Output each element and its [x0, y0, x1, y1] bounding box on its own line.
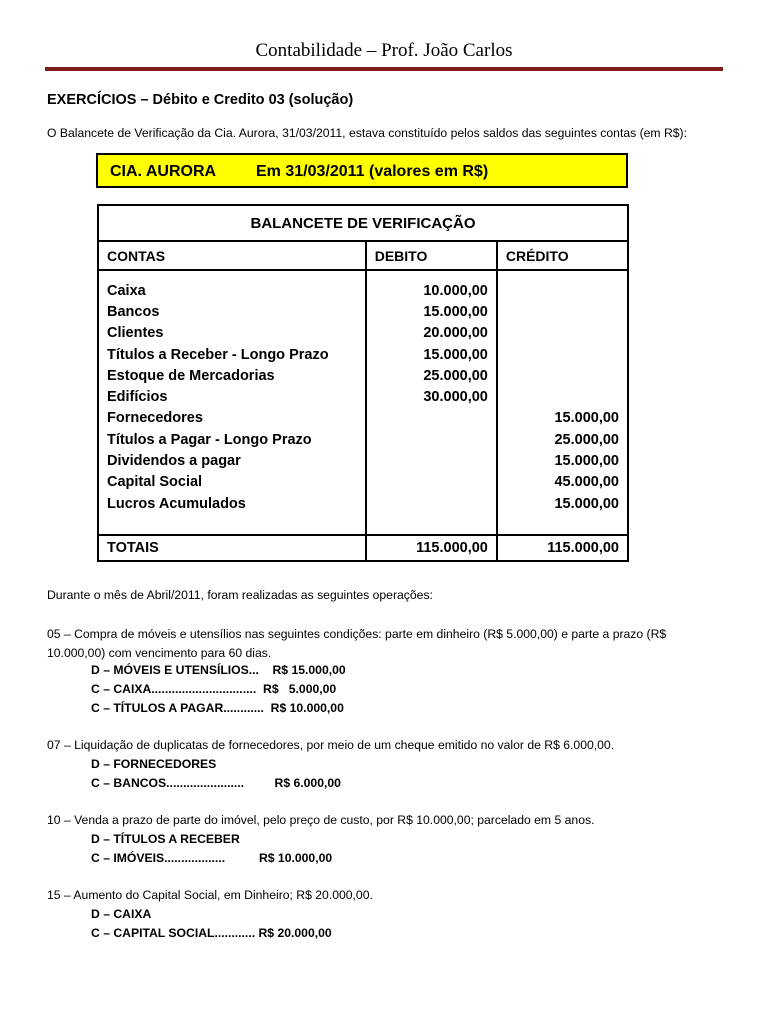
- table-row: [98, 429, 628, 450]
- debit-value: 10.000,00: [366, 280, 497, 301]
- operation-05: [47, 625, 727, 663]
- company-date: Em 31/03/2011 (valores em R$): [256, 163, 489, 180]
- company-box: [96, 153, 628, 188]
- debit-value: 25.000,00: [366, 365, 497, 386]
- debit-value: 15.000,00: [366, 301, 497, 322]
- account-name: Títulos a Receber - Longo Prazo: [98, 344, 366, 365]
- totals-credit: 115.000,00: [497, 535, 628, 561]
- account-name: Estoque de Mercadorias: [98, 365, 366, 386]
- balance-title: BALANCETE DE VERIFICAÇÃO: [98, 205, 628, 241]
- totals-label: TOTAIS: [98, 535, 366, 561]
- credit-value: 15.000,00: [497, 493, 628, 514]
- credit-value: [497, 344, 628, 365]
- table-row: [98, 323, 628, 344]
- debit-value: [366, 493, 497, 514]
- operation-05-line1: 05 – Compra de móveis e utensílios nas seguintes condições: parte em dinheiro (R$ 5.000,00) e parte a prazo (R$: [47, 627, 667, 641]
- table-row: [98, 450, 628, 471]
- journal-entry: C – BANCOS....................... R$ 6.000,00: [91, 776, 341, 790]
- journal-entry: C – IMÓVEIS.................. R$ 10.000,00: [91, 851, 333, 865]
- operation-07: 07 – Liquidação de duplicatas de fornecedores, por meio de um cheque emitido no valor de R$ 6.000,00.: [47, 738, 615, 752]
- table-row: [98, 301, 628, 322]
- debit-value: [366, 472, 497, 493]
- table-row: [98, 280, 628, 301]
- journal-entry: D – MÓVEIS E UTENSÍLIOS... R$ 15.000,00: [91, 663, 346, 677]
- credit-value: [497, 323, 628, 344]
- credit-value: [497, 365, 628, 386]
- account-name: Fornecedores: [98, 408, 366, 429]
- header-debit: DEBITO: [366, 241, 497, 270]
- exercise-intro: O Balancete de Verificação da Cia. Aurora, 31/03/2011, estava constituído pelos saldos das seguintes contas (em R$):: [47, 126, 687, 140]
- journal-entry: C – TÍTULOS A PAGAR............ R$ 10.000,00: [91, 701, 344, 715]
- operation-05-line2: 10.000,00) com vencimento para 60 dias.: [47, 646, 272, 660]
- credit-value: [497, 280, 628, 301]
- debit-value: 20.000,00: [366, 323, 497, 344]
- debit-value: [366, 429, 497, 450]
- totals-debit: 115.000,00: [366, 535, 497, 561]
- journal-entry: D – FORNECEDORES: [91, 757, 217, 771]
- table-row: [98, 493, 628, 514]
- account-name: Lucros Acumulados: [98, 493, 366, 514]
- company-name: CIA. AURORA: [110, 163, 217, 180]
- credit-value: [497, 301, 628, 322]
- account-name: Dividendos a pagar: [98, 450, 366, 471]
- account-name: Caixa: [98, 280, 366, 301]
- credit-value: 15.000,00: [497, 408, 628, 429]
- journal-entry: C – CAIXA............................... R$ 5.000,00: [91, 682, 337, 696]
- operation-15: 15 – Aumento do Capital Social, em Dinheiro; R$ 20.000,00.: [47, 888, 373, 902]
- credit-value: 45.000,00: [497, 472, 628, 493]
- credit-value: 25.000,00: [497, 429, 628, 450]
- totals-row: [98, 535, 628, 561]
- journal-entry: D – CAIXA: [91, 907, 152, 921]
- header-divider: [45, 67, 723, 71]
- table-row: [98, 365, 628, 386]
- balance-table: [97, 204, 629, 562]
- header-accounts: CONTAS: [98, 241, 366, 270]
- account-name: Clientes: [98, 323, 366, 344]
- credit-value: 15.000,00: [497, 450, 628, 471]
- journal-entry: D – TÍTULOS A RECEBER: [91, 832, 240, 846]
- account-name: Bancos: [98, 301, 366, 322]
- debit-value: [366, 450, 497, 471]
- debit-value: 15.000,00: [366, 344, 497, 365]
- table-row: [98, 472, 628, 493]
- account-name: Títulos a Pagar - Longo Prazo: [98, 429, 366, 450]
- journal-entry: C – CAPITAL SOCIAL............ R$ 20.000,00: [91, 926, 332, 940]
- account-name: Edifícios: [98, 386, 366, 407]
- header-credit: CRÉDITO: [497, 241, 628, 270]
- exercise-title: EXERCÍCIOS – Débito e Credito 03 (solução): [47, 92, 354, 108]
- table-row: [98, 408, 628, 429]
- table-row: [98, 386, 628, 407]
- credit-value: [497, 386, 628, 407]
- operations-intro: Durante o mês de Abril/2011, foram realizadas as seguintes operações:: [47, 588, 433, 602]
- table-row: [98, 344, 628, 365]
- debit-value: 30.000,00: [366, 386, 497, 407]
- operation-10: 10 – Venda a prazo de parte do imóvel, pelo preço de custo, por R$ 10.000,00; parcelado em 5 anos.: [47, 813, 595, 827]
- page-header-title: Contabilidade – Prof. João Carlos: [255, 40, 513, 61]
- debit-value: [366, 408, 497, 429]
- account-name: Capital Social: [98, 472, 366, 493]
